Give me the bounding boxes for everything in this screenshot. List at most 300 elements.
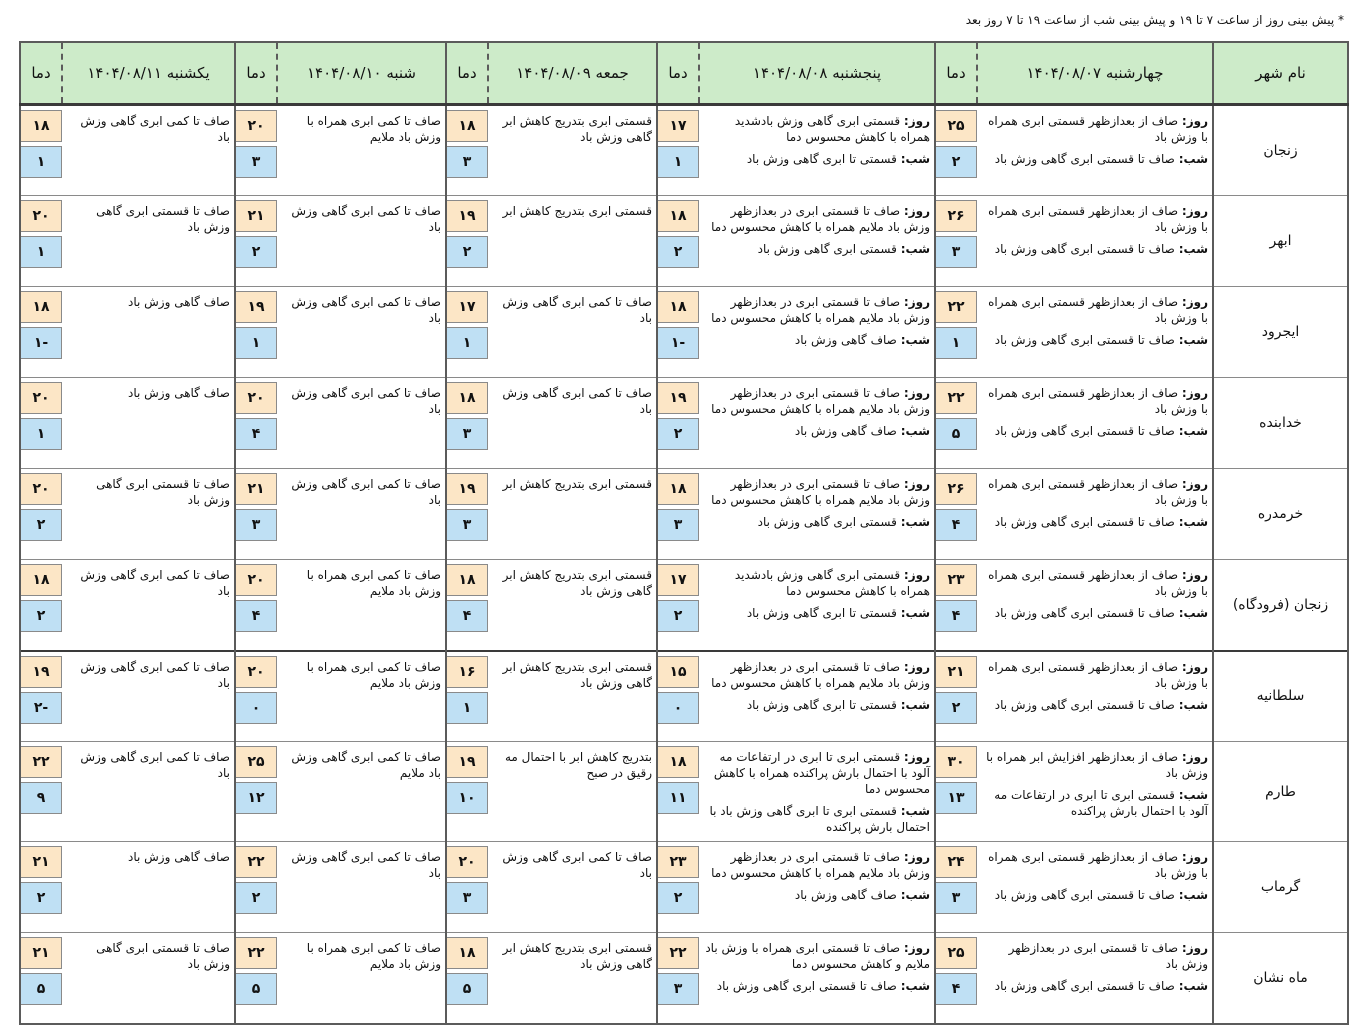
forecast-d1 — [977, 560, 1213, 651]
night-label: شب: — [1178, 152, 1208, 166]
day-text: صاف تا قسمتی ابری در بعدازظهر وزش باد ملایم همراه با کاهش محسوس دما — [711, 477, 930, 507]
forecast-d2 — [699, 378, 935, 469]
max-temp: ۲۲ — [20, 746, 62, 778]
temp-d2 — [657, 378, 699, 469]
temp-d2 — [657, 933, 699, 1024]
max-temp: ۱۸ — [446, 382, 488, 414]
night-label: شب: — [1178, 333, 1208, 347]
day-label: روز: — [1181, 750, 1208, 764]
header-temp-4: دما — [235, 42, 277, 105]
max-temp: ۱۹ — [235, 291, 277, 323]
temp-d2 — [657, 469, 699, 560]
day-text: صاف تا قسمتی ابری در بعدازظهر وزش باد ملایم همراه با کاهش محسوس دما — [711, 204, 930, 234]
min-temp: -۲ — [20, 692, 62, 724]
min-temp: ۲ — [935, 692, 977, 724]
city-name: طارم — [1213, 742, 1348, 842]
forecast-d4: صاف تا کمی ابری گاهی وزش باد ملایم — [277, 742, 446, 842]
night-forecast — [983, 423, 1208, 439]
night-forecast — [705, 514, 930, 530]
temp-d5 — [20, 742, 62, 842]
day-text: قسمتی ابری تا ابری در ارتفاعات مه آلود با احتمال بارش پراکنده همراه با کاهش محسوس دما — [713, 750, 930, 796]
max-temp: ۳۰ — [935, 746, 977, 778]
forecast-d4: صاف تا کمی ابری گاهی وزش باد — [277, 842, 446, 933]
day-label: روز: — [903, 477, 930, 491]
night-text: صاف گاهی وزش باد — [794, 888, 897, 902]
forecast-d3: قسمتی ابری بتدریج کاهش ابر گاهی وزش باد — [488, 651, 657, 742]
min-temp: -۱ — [20, 327, 62, 359]
max-temp: ۱۷ — [657, 110, 699, 142]
forecast-d3: قسمتی ابری بتدریج کاهش ابر — [488, 196, 657, 287]
night-forecast — [983, 978, 1208, 994]
min-temp: ۹ — [20, 782, 62, 814]
max-temp: ۱۸ — [657, 200, 699, 232]
min-temp: ۴ — [235, 418, 277, 450]
forecast-d1 — [977, 933, 1213, 1024]
temp-d4 — [235, 469, 277, 560]
day-forecast — [705, 294, 930, 326]
city-name: خرمدره — [1213, 469, 1348, 560]
header-temp-5: دما — [20, 42, 62, 105]
night-text: صاف تا قسمتی ابری گاهی وزش باد — [994, 152, 1175, 166]
night-label: شب: — [1178, 888, 1208, 902]
night-label: شب: — [1178, 515, 1208, 529]
table-row — [20, 742, 1348, 842]
forecast-d4: صاف تا کمی ابری همراه با وزش باد ملایم — [277, 105, 446, 196]
min-temp: ۴ — [935, 600, 977, 632]
max-temp: ۲۱ — [935, 656, 977, 688]
max-temp: ۲۱ — [20, 846, 62, 878]
temp-d4 — [235, 287, 277, 378]
night-forecast — [983, 887, 1208, 903]
min-temp: ۱ — [935, 327, 977, 359]
min-temp: ۵ — [235, 973, 277, 1005]
temp-d3 — [446, 469, 488, 560]
max-temp: ۲۰ — [235, 656, 277, 688]
header-temp-3: دما — [446, 42, 488, 105]
day-text: صاف تا قسمتی ابری همراه با وزش باد ملایم و کاهش محسوس دما — [705, 941, 930, 971]
max-temp: ۲۵ — [935, 937, 977, 969]
temp-d2 — [657, 287, 699, 378]
forecast-d2 — [699, 196, 935, 287]
min-temp: ۳ — [657, 509, 699, 541]
min-temp: ۳ — [657, 973, 699, 1005]
temp-d1 — [935, 378, 977, 469]
temp-d4 — [235, 196, 277, 287]
forecast-d3: قسمتی ابری بتدریج کاهش ابر گاهی وزش باد — [488, 105, 657, 196]
day-text: صاف تا قسمتی ابری در بعدازظهر وزش باد — [1008, 941, 1208, 971]
forecast-d5: صاف تا کمی ابری گاهی وزش باد — [62, 742, 235, 842]
forecast-d1 — [977, 378, 1213, 469]
forecast-note: * پیش بینی روز از ساعت ۷ تا ۱۹ و پیش بینی شب از ساعت ۱۹ تا ۷ روز بعد — [965, 13, 1344, 27]
min-temp: ۲ — [235, 236, 277, 268]
header-day-2: پنجشنبه ۱۴۰۴/۰۸/۰۸ — [699, 42, 935, 105]
day-text: صاف از بعدازظهر قسمتی ابری همراه با وزش باد — [988, 295, 1208, 325]
temp-d5 — [20, 378, 62, 469]
max-temp: ۱۷ — [657, 564, 699, 596]
temp-d5 — [20, 651, 62, 742]
forecast-d5: صاف تا قسمتی ابری گاهی وزش باد — [62, 196, 235, 287]
min-temp: ۱ — [446, 327, 488, 359]
max-temp: ۲۲ — [235, 846, 277, 878]
min-temp: ۳ — [935, 236, 977, 268]
day-forecast — [983, 940, 1208, 972]
max-temp: ۲۵ — [935, 110, 977, 142]
max-temp: ۲۴ — [935, 846, 977, 878]
day-text: صاف تا قسمتی ابری در بعدازظهر وزش باد ملایم همراه با کاهش محسوس دما — [711, 295, 930, 325]
night-forecast — [983, 514, 1208, 530]
min-temp: ۳ — [446, 509, 488, 541]
temp-d3 — [446, 842, 488, 933]
min-temp: ۰ — [657, 692, 699, 724]
night-forecast — [983, 787, 1208, 819]
city-name: سلطانیه — [1213, 651, 1348, 742]
table-row — [20, 287, 1348, 378]
temp-d2 — [657, 651, 699, 742]
max-temp: ۱۸ — [20, 564, 62, 596]
day-label: روز: — [1181, 850, 1208, 864]
forecast-d3: صاف تا کمی ابری گاهی وزش باد — [488, 287, 657, 378]
min-temp: ۳ — [235, 509, 277, 541]
day-label: روز: — [1181, 295, 1208, 309]
temp-d5 — [20, 560, 62, 651]
min-temp: ۴ — [935, 509, 977, 541]
night-forecast — [705, 332, 930, 348]
night-text: قسمتی ابری تا ابری گاهی وزش باد با احتمال بارش پراکنده — [709, 804, 930, 834]
day-text: صاف از بعدازظهر قسمتی ابری همراه با وزش باد — [988, 386, 1208, 416]
night-text: قسمتی تا ابری گاهی وزش باد — [746, 152, 897, 166]
day-label: روز: — [903, 114, 930, 128]
max-temp: ۲۲ — [935, 291, 977, 323]
temp-d1 — [935, 933, 977, 1024]
header-row — [20, 42, 1348, 105]
max-temp: ۱۹ — [446, 746, 488, 778]
forecast-d5: صاف تا قسمتی ابری گاهی وزش باد — [62, 933, 235, 1024]
min-temp: -۱ — [657, 327, 699, 359]
header-day-4: شنبه ۱۴۰۴/۰۸/۱۰ — [277, 42, 446, 105]
max-temp: ۱۹ — [446, 200, 488, 232]
forecast-d3: صاف تا کمی ابری گاهی وزش باد — [488, 378, 657, 469]
temp-d1 — [935, 842, 977, 933]
max-temp: ۲۱ — [235, 473, 277, 505]
max-temp: ۲۰ — [235, 564, 277, 596]
min-temp: ۵ — [20, 973, 62, 1005]
max-temp: ۲۰ — [20, 382, 62, 414]
night-text: صاف تا قسمتی ابری گاهی وزش باد — [994, 424, 1175, 438]
min-temp: ۱ — [20, 418, 62, 450]
forecast-d3: قسمتی ابری بتدریج کاهش ابر گاهی وزش باد — [488, 560, 657, 651]
temp-d5 — [20, 842, 62, 933]
max-temp: ۲۱ — [235, 200, 277, 232]
day-forecast — [705, 749, 930, 797]
temp-d4 — [235, 105, 277, 196]
min-temp: ۲ — [20, 600, 62, 632]
night-label: شب: — [900, 888, 930, 902]
day-label: روز: — [903, 941, 930, 955]
day-text: قسمتی ابری گاهی وزش بادشدید همراه با کاهش محسوس دما — [734, 568, 930, 598]
day-label: روز: — [903, 568, 930, 582]
header-day-1: چهارشنبه ۱۴۰۴/۰۸/۰۷ — [977, 42, 1213, 105]
table-row — [20, 469, 1348, 560]
min-temp: ۲ — [935, 146, 977, 178]
max-temp: ۱۸ — [657, 291, 699, 323]
forecast-d1 — [977, 196, 1213, 287]
forecast-table — [19, 41, 1349, 1025]
night-text: قسمتی ابری گاهی وزش باد — [757, 515, 897, 529]
night-text: صاف تا قسمتی ابری گاهی وزش باد — [994, 888, 1175, 902]
night-label: شب: — [900, 979, 930, 993]
day-text: صاف از بعدازظهر قسمتی ابری همراه با وزش باد — [988, 204, 1208, 234]
min-temp: ۲ — [657, 882, 699, 914]
forecast-d1 — [977, 287, 1213, 378]
day-forecast — [705, 849, 930, 881]
forecast-d3: قسمتی ابری بتدریج کاهش ابر — [488, 469, 657, 560]
forecast-d2 — [699, 560, 935, 651]
night-text: قسمتی تا ابری گاهی وزش باد — [746, 697, 897, 712]
temp-d2 — [657, 560, 699, 651]
header-temp-1: دما — [935, 42, 977, 105]
day-text: صاف از بعدازظهر قسمتی ابری همراه با وزش باد — [988, 850, 1208, 880]
temp-d4 — [235, 378, 277, 469]
min-temp: ۵ — [935, 418, 977, 450]
day-text: صاف از بعدازظهر قسمتی ابری همراه با وزش باد — [988, 114, 1208, 144]
temp-d3 — [446, 287, 488, 378]
min-temp: ۴ — [935, 973, 977, 1005]
temp-d1 — [935, 560, 977, 651]
day-forecast — [983, 385, 1208, 417]
max-temp: ۱۸ — [20, 110, 62, 142]
header-city: نام شهر — [1213, 42, 1348, 105]
day-forecast — [705, 203, 930, 235]
day-label: روز: — [1181, 659, 1208, 674]
night-forecast — [705, 423, 930, 439]
forecast-d2 — [699, 842, 935, 933]
min-temp: ۴ — [235, 600, 277, 632]
day-text: صاف از بعدازظهر قسمتی ابری همراه با وزش باد — [988, 659, 1208, 690]
day-text: صاف تا قسمتی ابری در بعدازظهر وزش باد ملایم همراه با کاهش محسوس دما — [711, 659, 930, 690]
day-label: روز: — [903, 386, 930, 400]
night-text: قسمتی ابری تا ابری در ارتفاعات مه آلود با احتمال بارش پراکنده — [994, 788, 1208, 818]
max-temp: ۲۲ — [935, 382, 977, 414]
night-text: صاف تا قسمتی ابری گاهی وزش باد — [716, 979, 897, 993]
night-text: صاف تا قسمتی ابری گاهی وزش باد — [994, 697, 1175, 712]
max-temp: ۲۳ — [935, 564, 977, 596]
min-temp: ۲ — [20, 882, 62, 914]
forecast-d3: صاف تا کمی ابری گاهی وزش باد — [488, 842, 657, 933]
table-row — [20, 560, 1348, 651]
min-temp: ۳ — [446, 146, 488, 178]
night-label: شب: — [1178, 242, 1208, 256]
temp-d2 — [657, 196, 699, 287]
day-forecast — [705, 659, 930, 691]
day-forecast — [983, 476, 1208, 508]
max-temp: ۲۰ — [235, 382, 277, 414]
night-forecast — [705, 803, 930, 835]
min-temp: ۳ — [935, 882, 977, 914]
night-forecast — [983, 241, 1208, 257]
forecast-d2 — [699, 469, 935, 560]
forecast-d2 — [699, 287, 935, 378]
min-temp: ۰ — [235, 692, 277, 724]
night-forecast — [705, 978, 930, 994]
day-text: صاف از بعدازظهر قسمتی ابری همراه با وزش باد — [988, 568, 1208, 598]
temp-d1 — [935, 105, 977, 196]
forecast-d1 — [977, 742, 1213, 842]
night-label: شب: — [900, 333, 930, 347]
max-temp: ۱۸ — [657, 473, 699, 505]
max-temp: ۲۲ — [235, 937, 277, 969]
forecast-d4: صاف تا کمی ابری گاهی وزش باد — [277, 469, 446, 560]
temp-d1 — [935, 469, 977, 560]
min-temp: ۲ — [20, 509, 62, 541]
min-temp: ۱۲ — [235, 782, 277, 814]
day-text: قسمتی ابری گاهی وزش بادشدید همراه با کاهش محسوس دما — [734, 114, 930, 144]
forecast-d5: صاف گاهی وزش باد — [62, 378, 235, 469]
day-text: صاف از بعدازظهر قسمتی ابری همراه با وزش باد — [988, 477, 1208, 507]
city-name: خدابنده — [1213, 378, 1348, 469]
header-temp-2: دما — [657, 42, 699, 105]
day-forecast — [983, 203, 1208, 235]
temp-d5 — [20, 287, 62, 378]
max-temp: ۱۹ — [446, 473, 488, 505]
day-label: روز: — [1181, 477, 1208, 491]
forecast-d1 — [977, 105, 1213, 196]
night-label: شب: — [900, 515, 930, 529]
forecast-d1 — [977, 842, 1213, 933]
table-row — [20, 196, 1348, 287]
day-label: روز: — [903, 659, 930, 674]
night-text: قسمتی ابری گاهی وزش باد — [757, 242, 897, 256]
night-label: شب: — [900, 804, 930, 818]
forecast-d4: صاف تا کمی ابری همراه با وزش باد ملایم — [277, 651, 446, 742]
temp-d4 — [235, 560, 277, 651]
day-forecast — [705, 940, 930, 972]
min-temp: ۳ — [235, 146, 277, 178]
header-day-5: یکشنبه ۱۴۰۴/۰۸/۱۱ — [62, 42, 235, 105]
forecast-d5: صاف تا قسمتی ابری گاهی وزش باد — [62, 469, 235, 560]
night-label: شب: — [900, 242, 930, 256]
max-temp: ۲۰ — [20, 200, 62, 232]
max-temp: ۱۸ — [20, 291, 62, 323]
night-label: شب: — [1178, 979, 1208, 993]
night-label: شب: — [1178, 697, 1208, 712]
temp-d2 — [657, 842, 699, 933]
day-label: روز: — [1181, 941, 1208, 955]
night-forecast — [705, 241, 930, 257]
table-row — [20, 105, 1348, 196]
night-label: شب: — [900, 697, 930, 712]
temp-d3 — [446, 378, 488, 469]
day-forecast — [983, 749, 1208, 781]
temp-d5 — [20, 196, 62, 287]
city-name: ماه نشان — [1213, 933, 1348, 1024]
forecast-d2 — [699, 933, 935, 1024]
night-label: شب: — [900, 606, 930, 620]
min-temp: ۲ — [446, 236, 488, 268]
temp-d2 — [657, 105, 699, 196]
max-temp: ۱۸ — [446, 564, 488, 596]
temp-d5 — [20, 933, 62, 1024]
night-label: شب: — [1178, 424, 1208, 438]
night-forecast — [983, 605, 1208, 621]
night-text: صاف تا قسمتی ابری گاهی وزش باد — [994, 515, 1175, 529]
day-label: روز: — [1181, 386, 1208, 400]
temp-d1 — [935, 287, 977, 378]
temp-d3 — [446, 105, 488, 196]
day-label: روز: — [1181, 114, 1208, 128]
temp-d1 — [935, 196, 977, 287]
forecast-d2 — [699, 742, 935, 842]
forecast-d1 — [977, 651, 1213, 742]
day-forecast — [705, 567, 930, 599]
day-label: روز: — [903, 204, 930, 218]
city-name: گرماب — [1213, 842, 1348, 933]
min-temp: ۴ — [446, 600, 488, 632]
temp-d2 — [657, 742, 699, 842]
min-temp: ۳ — [446, 418, 488, 450]
day-label: روز: — [903, 750, 930, 764]
max-temp: ۲۳ — [657, 846, 699, 878]
max-temp: ۲۶ — [935, 200, 977, 232]
temp-d1 — [935, 742, 977, 842]
forecast-d2 — [699, 105, 935, 196]
night-label: شب: — [900, 152, 930, 166]
night-forecast — [705, 887, 930, 903]
min-temp: ۲ — [235, 882, 277, 914]
forecast-d4: صاف تا کمی ابری همراه با وزش باد ملایم — [277, 933, 446, 1024]
header-day-3: جمعه ۱۴۰۴/۰۸/۰۹ — [488, 42, 657, 105]
forecast-d3: قسمتی ابری بتدریج کاهش ابر گاهی وزش باد — [488, 933, 657, 1024]
min-temp: ۲ — [657, 418, 699, 450]
min-temp: ۱ — [657, 146, 699, 178]
min-temp: ۲ — [657, 600, 699, 632]
max-temp: ۱۶ — [446, 656, 488, 688]
temp-d4 — [235, 742, 277, 842]
forecast-d5: صاف تا کمی ابری گاهی وزش باد — [62, 560, 235, 651]
temp-d3 — [446, 742, 488, 842]
day-forecast — [983, 294, 1208, 326]
day-forecast — [983, 113, 1208, 145]
forecast-d4: صاف تا کمی ابری گاهی وزش باد — [277, 287, 446, 378]
forecast-d4: صاف تا کمی ابری گاهی وزش باد — [277, 378, 446, 469]
max-temp: ۲۰ — [235, 110, 277, 142]
min-temp: ۱ — [20, 146, 62, 178]
day-forecast — [983, 849, 1208, 881]
min-temp: ۱ — [20, 236, 62, 268]
max-temp: ۲۶ — [935, 473, 977, 505]
max-temp: ۱۸ — [446, 937, 488, 969]
temp-d3 — [446, 196, 488, 287]
night-forecast — [983, 332, 1208, 348]
min-temp: ۲ — [657, 236, 699, 268]
max-temp: ۲۵ — [235, 746, 277, 778]
temp-d3 — [446, 560, 488, 651]
temp-d4 — [235, 842, 277, 933]
city-name: ایجرود — [1213, 287, 1348, 378]
day-label: روز: — [1181, 568, 1208, 582]
day-label: روز: — [903, 850, 930, 864]
night-text: صاف تا قسمتی ابری گاهی وزش باد — [994, 242, 1175, 256]
forecast-d5: صاف گاهی وزش باد — [62, 842, 235, 933]
min-temp: ۱ — [235, 327, 277, 359]
night-text: صاف تا قسمتی ابری گاهی وزش باد — [994, 979, 1175, 993]
day-forecast — [983, 659, 1208, 691]
day-label: روز: — [1181, 204, 1208, 218]
table-row — [20, 651, 1348, 742]
min-temp: ۵ — [446, 973, 488, 1005]
max-temp: ۱۹ — [657, 382, 699, 414]
max-temp: ۱۹ — [20, 656, 62, 688]
temp-d3 — [446, 651, 488, 742]
